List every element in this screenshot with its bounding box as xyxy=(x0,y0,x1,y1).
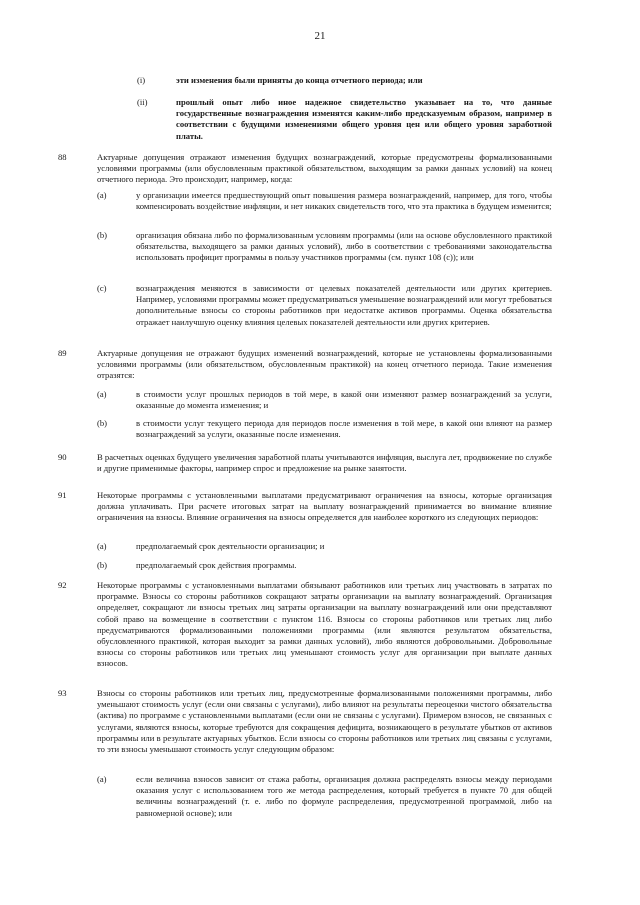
item-text: прошлый опыт либо иное надежное свидетельство указывает на то, что данные государственные вознаграждения изменятся каким-либо предсказуемым образом, например в соответствии с будущими изменениями общего уровня цен или общего уровня заработной платы. xyxy=(176,97,552,141)
item-label: (i) xyxy=(137,75,146,85)
paragraph-text: Актуарные допущения не отражают будущих изменений вознаграждений, которые не установлены формализованными условиями программы (или обязательством, обусловленным практикой) на конец отчетного периода. Такие изменения отразятся: xyxy=(97,348,552,381)
item-text: в стоимости услуг прошлых периодов в той мере, в какой они изменяют размер вознаграждений за услуги, оказанные до момента изменения; и xyxy=(136,389,552,411)
item-label: (a) xyxy=(97,190,107,200)
item-text: предполагаемый срок действия программы. xyxy=(136,560,297,570)
paragraph-number: 88 xyxy=(58,152,67,162)
paragraph-number: 90 xyxy=(58,452,67,462)
item-text: эти изменения были приняты до конца отчетного периода; или xyxy=(176,75,423,85)
page-number: 21 xyxy=(314,30,326,42)
item-label: (a) xyxy=(97,541,107,551)
item-text: организация обязана либо по формализованным условиям программы (или на основе обусловленного практикой обязательства, выходящего за рамки данных условий), либо в соответствии с требованиями законодательства использовать профицит программы в пользу участников программы (см. пункт 108 (c)); или xyxy=(136,230,552,263)
paragraph-number: 93 xyxy=(58,688,67,698)
item-text: в стоимости услуг текущего периода для периодов после изменения в той мере, в какой они влияют на размер вознаграждений за услуги, оказанные после изменения. xyxy=(136,418,552,440)
paragraph-text: Взносы со стороны работников или третьих лиц, предусмотренные формализованными положениями программы, либо уменьшают стоимость услуг (если они связаны с услугами), либо влияют на результаты переоценки чистого обязательства (актива) по программе с установленными выплатами (если они не связаны с услугами). Примером взносов, не связанных с услугами, являются взносы, которые требуются для сокращения дефицита, возникающего в результате убытков от активов программы или в результате актуарных убытков. Если взносы со стороны работников или третьих лиц связаны с услугами, то эти взносы уменьшают стоимость услуг следующим образом: xyxy=(97,688,552,755)
item-text: если величина взносов зависит от стажа работы, организация должна распределять взносы между периодами оказания услуг с использованием того же метода распределения, который требуется в пункте 70 для общей величины вознаграждений (т. е. либо по формуле распределения, предусмотренной программой, либо на равномерной основе); или xyxy=(136,774,552,818)
paragraph-number: 89 xyxy=(58,348,67,358)
item-text: предполагаемый срок деятельности организации; и xyxy=(136,541,325,551)
paragraph-text: В расчетных оценках будущего увеличения заработной платы учитываются инфляция, выслуга лет, продвижение по службе и другие применимые факторы, например спрос и предложение на рынке занятости. xyxy=(97,452,552,474)
item-label: (a) xyxy=(97,774,107,784)
paragraph-number: 92 xyxy=(58,580,67,590)
paragraph-text: Некоторые программы с установленными выплатами предусматривают ограничения на взносы, которые организация должна уплачивать. При расчете итоговых затрат на выплату вознаграждений принимается во внимание влияние ограничения на взносы. Влияние ограничения на взносы определяется для наиболее короткого из следующих периодов: xyxy=(97,490,552,523)
item-text: у организации имеется предшествующий опыт повышения размера вознаграждений, например, для того, чтобы компенсировать воздействие инфляции, и нет никаких свидетельств того, что эта практика в будущем изменится; xyxy=(136,190,552,212)
item-label: (ii) xyxy=(137,97,148,107)
item-label: (c) xyxy=(97,283,107,293)
paragraph-text: Некоторые программы с установленными выплатами обязывают работников или третьих лиц участвовать в затратах по программе. Взносы со стороны работников сокращают затраты организации на выплату вознаграждений. Организация определяет, сокращают ли взносы третьих лиц затраты организации на выплату вознаграждений или они представляют собой право на возмещение в соответствии с пунктом 116. Взносы со стороны работников или третьих лиц либо предусматриваются формализованными положениями программы (или являются результатом обязательства, обусловленного практикой, которая выходит за рамки данных условий), либо являются добровольными. Добровольные взносы со стороны работников или третьих лиц уменьшают стоимость услуг для организации при выплате данных взносов. xyxy=(97,580,552,669)
item-text: вознаграждения меняются в зависимости от целевых показателей деятельности или других критериев. Например, условиями программы может предусматриваться уменьшение вознаграждений или могут требоваться дополнительные взносы со стороны работников при недостатке активов программы. Оценка обязательства отражает наилучшую оценку влияния целевых показателей деятельности или других критериев. xyxy=(136,283,552,327)
item-label: (a) xyxy=(97,389,107,399)
item-label: (b) xyxy=(97,230,108,240)
item-label: (b) xyxy=(97,560,108,570)
paragraph-text: Актуарные допущения отражают изменения будущих вознаграждений, которые предусмотрены формализованными условиями программы (или обусловленным практикой обязательством, выходящим за рамки данных условий) на конец отчетного периода. Это происходит, например, когда: xyxy=(97,152,552,185)
item-label: (b) xyxy=(97,418,108,428)
paragraph-number: 91 xyxy=(58,490,67,500)
